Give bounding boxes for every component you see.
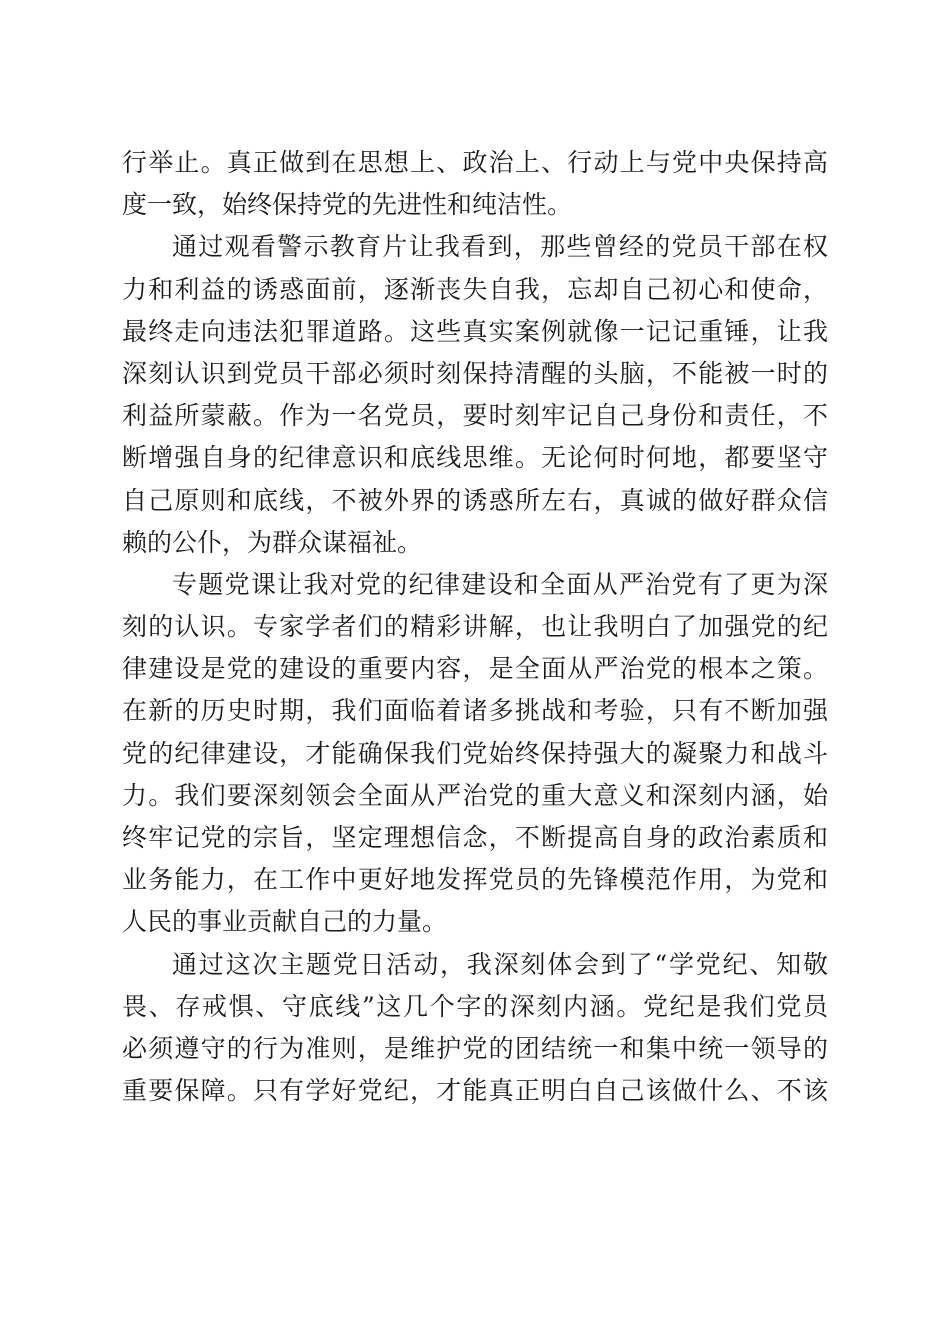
paragraph-3 — [122, 564, 828, 944]
text-line: 通过这次主题党日活动，我深刻体会到了“学党纪、知敬 — [172, 949, 828, 979]
text-line: 必须遵守的行为准则，是维护党的团结统一和集中统一领导的 — [122, 1033, 828, 1063]
text-line: 党的纪律建设，才能确保我们党始终保持强大的凝聚力和战斗 — [122, 738, 828, 768]
text-line: 重要保障。只有学好党纪，才能真正明白自己该做什么、不该 — [122, 1076, 828, 1106]
text-line: 人民的事业贡献自己的力量。 — [122, 907, 448, 937]
text-line: 律建设是党的建设的重要内容，是全面从严治党的根本之策。 — [122, 654, 828, 684]
paragraph-2 — [122, 226, 828, 564]
text-line: 刻的认识。专家学者们的精彩讲解，也让我明白了加强党的纪 — [122, 612, 828, 642]
paragraph-1 — [122, 142, 828, 226]
text-line: 深刻认识到党员干部必须时刻保持清醒的头脑，不能被一时的 — [122, 358, 828, 388]
text-line: 自己原则和底线，不被外界的诱惑所左右，真诚的做好群众信 — [122, 485, 828, 515]
text-line: 专题党课让我对党的纪律建设和全面从严治党有了更为深 — [172, 569, 828, 599]
text-line: 在新的历史时期，我们面临着诸多挑战和考验，只有不断加强 — [122, 696, 828, 726]
text-line: 利益所蒙蔽。作为一名党员，要时刻牢记自己身份和责任，不 — [122, 401, 828, 431]
document-body — [122, 142, 828, 1112]
paragraph-4 — [122, 944, 828, 1113]
text-line: 力和利益的诱惑面前，逐渐丧失自我，忘却自己初心和使命， — [122, 274, 828, 304]
text-line: 最终走向违法犯罪道路。这些真实案例就像一记记重锤，让我 — [122, 316, 828, 346]
text-line: 度一致，始终保持党的先进性和纯洁性。 — [122, 190, 573, 220]
text-line: 业务能力，在工作中更好地发挥党员的先锋模范作用，为党和 — [122, 865, 828, 895]
text-line: 通过观看警示教育片让我看到，那些曾经的党员干部在权 — [172, 232, 828, 262]
text-line: 行举止。真正做到在思想上、政治上、行动上与党中央保持高 — [122, 148, 828, 177]
text-line: 断增强自身的纪律意识和底线思维。无论何时何地，都要坚守 — [122, 443, 828, 473]
text-line: 赖的公仆，为群众谋福祉。 — [122, 527, 423, 557]
text-line: 力。我们要深刻领会全面从严治党的重大意义和深刻内涵，始 — [122, 780, 828, 810]
text-line: 终牢记党的宗旨，坚定理想信念，不断提高自身的政治素质和 — [122, 823, 828, 852]
text-line: 畏、存戒惧、守底线”这几个字的深刻内涵。党纪是我们党员 — [122, 991, 828, 1021]
